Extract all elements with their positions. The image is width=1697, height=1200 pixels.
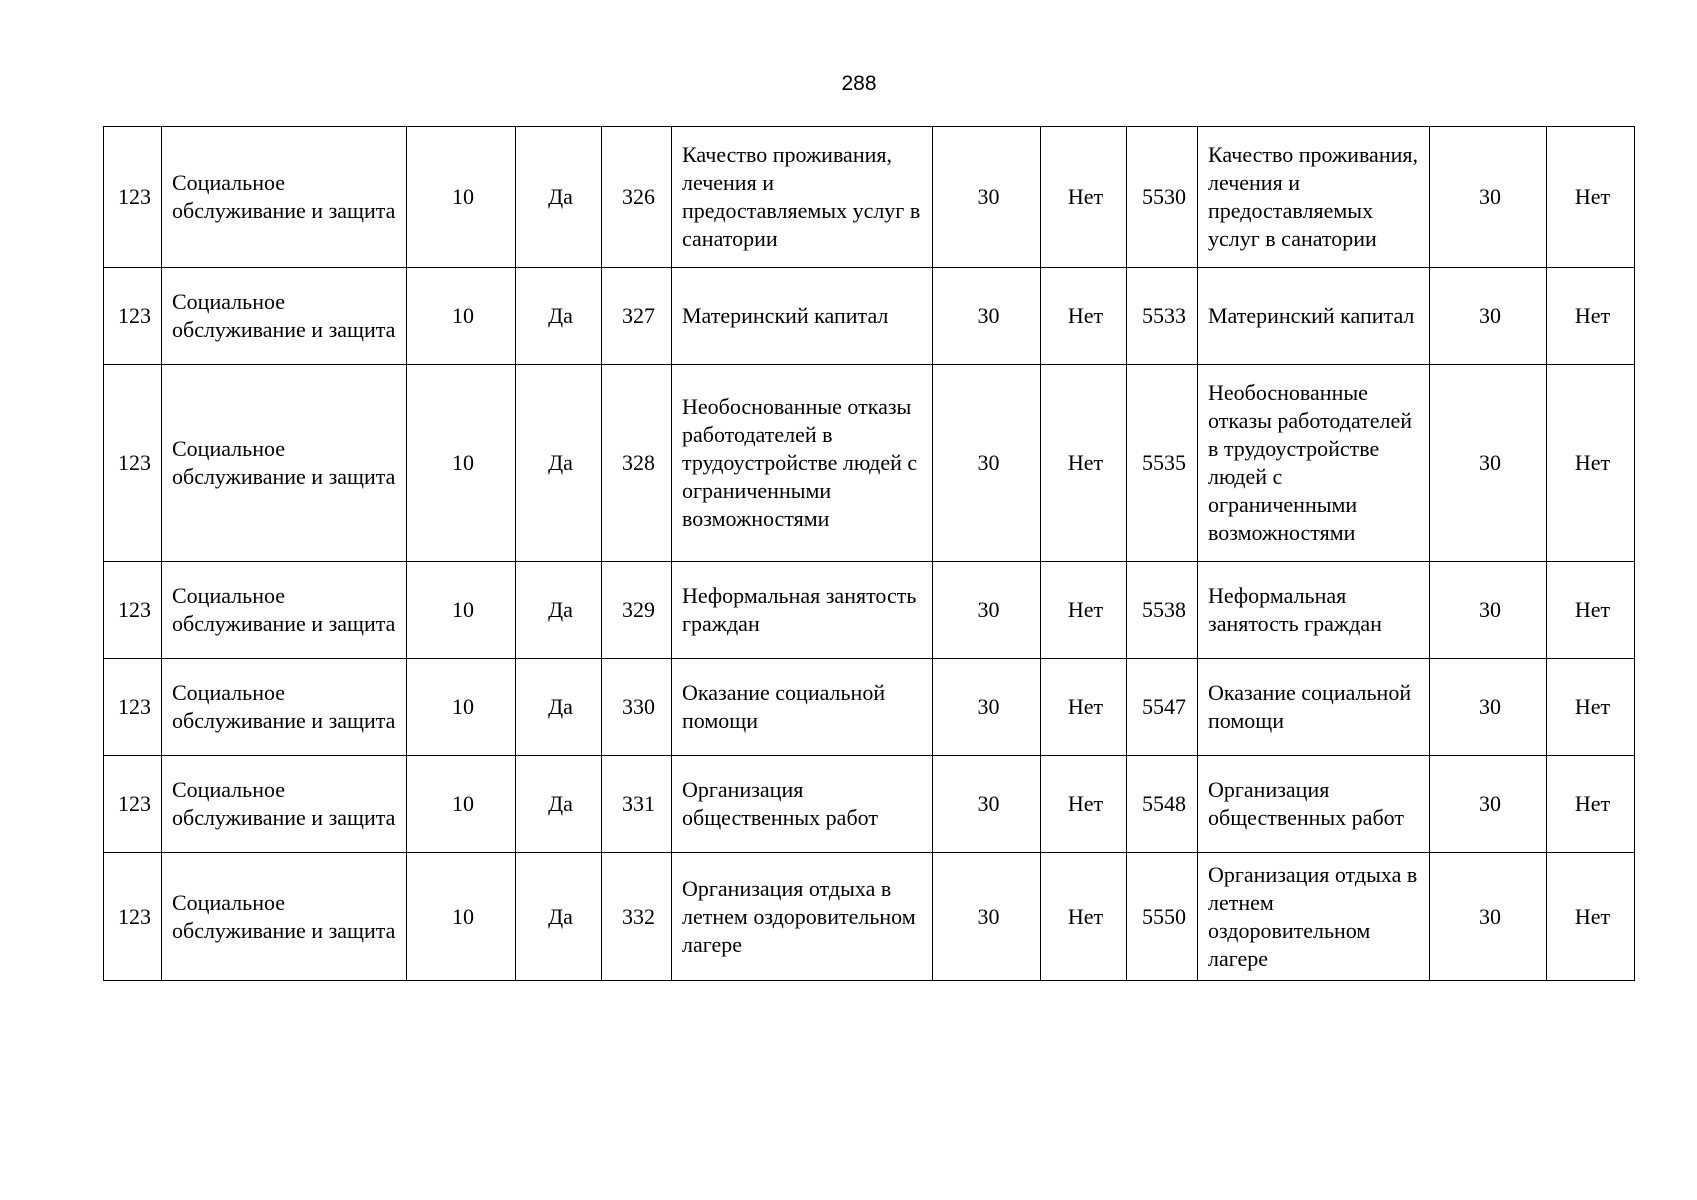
cell-code: 123 [104, 365, 162, 562]
cell-days: 30 [1430, 268, 1547, 365]
cell-flag: Нет [1547, 659, 1635, 756]
cell-id: 332 [602, 853, 672, 981]
cell-days: 30 [1430, 365, 1547, 562]
cell-days: 30 [1430, 562, 1547, 659]
cell-topic: Оказание социальной помощи [672, 659, 933, 756]
cell-flag: Да [516, 127, 602, 268]
cell-category: Социальное обслуживание и защита [162, 853, 407, 981]
table-row [104, 853, 1635, 981]
cell-category: Социальное обслуживание и защита [162, 659, 407, 756]
cell-days: 30 [933, 562, 1041, 659]
cell-code: 123 [104, 853, 162, 981]
cell-days: 30 [933, 659, 1041, 756]
table-row [104, 756, 1635, 853]
cell-topic: Неформальная занятость граждан [1198, 562, 1430, 659]
cell-value: 10 [407, 268, 516, 365]
cell-flag: Нет [1547, 365, 1635, 562]
cell-id: 5538 [1127, 562, 1198, 659]
cell-category: Социальное обслуживание и защита [162, 365, 407, 562]
cell-value: 10 [407, 365, 516, 562]
cell-flag: Нет [1041, 562, 1127, 659]
cell-id: 5530 [1127, 127, 1198, 268]
cell-category: Социальное обслуживание и защита [162, 562, 407, 659]
cell-days: 30 [1430, 853, 1547, 981]
cell-flag: Да [516, 853, 602, 981]
cell-value: 10 [407, 659, 516, 756]
cell-value: 10 [407, 562, 516, 659]
cell-code: 123 [104, 268, 162, 365]
cell-flag: Да [516, 562, 602, 659]
cell-topic: Оказание социальной помощи [1198, 659, 1430, 756]
cell-days: 30 [933, 756, 1041, 853]
cell-flag: Да [516, 756, 602, 853]
cell-flag: Нет [1041, 756, 1127, 853]
table-row [104, 127, 1635, 268]
cell-flag: Нет [1041, 659, 1127, 756]
cell-value: 10 [407, 853, 516, 981]
cell-id: 331 [602, 756, 672, 853]
cell-flag: Да [516, 659, 602, 756]
cell-code: 123 [104, 659, 162, 756]
cell-id: 328 [602, 365, 672, 562]
cell-id: 326 [602, 127, 672, 268]
cell-id: 327 [602, 268, 672, 365]
cell-days: 30 [933, 853, 1041, 981]
cell-topic: Организация общественных работ [1198, 756, 1430, 853]
cell-id: 5533 [1127, 268, 1198, 365]
cell-topic: Организация общественных работ [672, 756, 933, 853]
cell-topic: Материнский капитал [672, 268, 933, 365]
cell-code: 123 [104, 756, 162, 853]
cell-value: 10 [407, 756, 516, 853]
cell-topic: Организация отдыха в летнем оздоровительном лагере [1198, 853, 1430, 981]
cell-flag: Да [516, 365, 602, 562]
data-table [103, 126, 1635, 981]
cell-days: 30 [933, 127, 1041, 268]
cell-flag: Нет [1041, 365, 1127, 562]
cell-id: 5547 [1127, 659, 1198, 756]
cell-days: 30 [933, 268, 1041, 365]
cell-category: Социальное обслуживание и защита [162, 268, 407, 365]
cell-topic: Качество проживания, лечения и предоставляемых услуг в санатории [1198, 127, 1430, 268]
cell-flag: Нет [1041, 127, 1127, 268]
cell-id: 5548 [1127, 756, 1198, 853]
cell-flag: Да [516, 268, 602, 365]
cell-topic: Качество проживания, лечения и предоставляемых услуг в санатории [672, 127, 933, 268]
cell-flag: Нет [1547, 268, 1635, 365]
cell-flag: Нет [1547, 562, 1635, 659]
cell-id: 329 [602, 562, 672, 659]
cell-topic: Организация отдыха в летнем оздоровительном лагере [672, 853, 933, 981]
cell-code: 123 [104, 562, 162, 659]
cell-days: 30 [1430, 127, 1547, 268]
cell-topic: Необоснованные отказы работодателей в трудоустройстве людей с ограниченными возможностями [672, 365, 933, 562]
table-row [104, 562, 1635, 659]
cell-category: Социальное обслуживание и защита [162, 756, 407, 853]
table-row [104, 659, 1635, 756]
cell-code: 123 [104, 127, 162, 268]
cell-id: 330 [602, 659, 672, 756]
cell-value: 10 [407, 127, 516, 268]
cell-days: 30 [933, 365, 1041, 562]
cell-days: 30 [1430, 756, 1547, 853]
cell-category: Социальное обслуживание и защита [162, 127, 407, 268]
cell-days: 30 [1430, 659, 1547, 756]
cell-id: 5550 [1127, 853, 1198, 981]
cell-flag: Нет [1041, 268, 1127, 365]
cell-flag: Нет [1547, 127, 1635, 268]
page-number: 288 [841, 72, 877, 95]
table-row [104, 365, 1635, 562]
cell-topic: Необоснованные отказы работодателей в трудоустройстве людей с ограниченными возможностями [1198, 365, 1430, 562]
cell-flag: Нет [1547, 853, 1635, 981]
cell-flag: Нет [1041, 853, 1127, 981]
cell-flag: Нет [1547, 756, 1635, 853]
table-row [104, 268, 1635, 365]
cell-id: 5535 [1127, 365, 1198, 562]
cell-topic: Неформальная занятость граждан [672, 562, 933, 659]
cell-topic: Материнский капитал [1198, 268, 1430, 365]
